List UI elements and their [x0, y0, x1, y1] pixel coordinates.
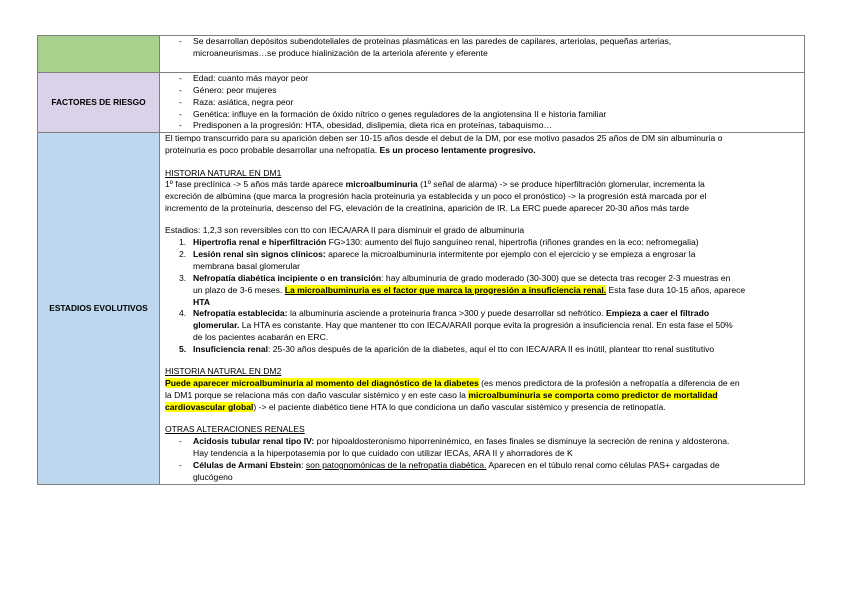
row-label-empty: [38, 36, 160, 73]
stages-list: [165, 237, 798, 356]
stages-intro: Estadios: 1,2,3 son reversibles con tto con IECA/ARA II para disminuir el grado de albuminuria: [165, 225, 525, 236]
stage-item: 4. Nefropatía establecida: la albuminuria asciende a proteinuria franca >300 y puede desarrollar sd nefrótico. Empieza a caer el filtrado glomerular. La HTA es constante. Hay que mantener tto con IECA/ARAII porque evita la progresión a insuficiencia renal. En esta fase el 50% de los pacientes acabarán en ERC.: [179, 308, 733, 343]
list-item: - Acidosis tubular renal tipo IV: por hipoaldosteronismo hiporreninémico, en fases finales se disminuye la secreción de renina y aldosterona. Hay tendencia a la hiperpotasemia por lo que cuidado con utilizar IECAs, ARA II y ahorradores de K: [165, 436, 798, 460]
dm2-paragraph: Puede aparecer microalbuminuria al momento del diagnóstico de la diabetes (es menos predictora de la profesión a nefropatía a diferencia de en la DM1 porque se relaciona más con daño vascular sistémico y en este caso la microalbuminuria se comporta como predictor de mortalidad cardiovascular global) -> el paciente diabético tiene HTA lo que condiciona un daño vascular sistémico y presencia de retinopatía.: [165, 378, 740, 412]
list-item: - Se desarrollan depósitos subendoteliales de proteínas plasmáticas en las paredes de capilares, arteriolas, pequeñas arterias, microaneurismas…se produce hialinización de la arteriola aferente y eferente: [165, 36, 798, 60]
stage-item: 2. Lesión renal sin signos clínicos: aparece la microalbuminuria intermitente por ejemplo con el ejercicio y se empieza a engrosar la membrana basal glomerular: [179, 249, 696, 272]
row-factores: [38, 73, 805, 133]
list-item: - Células de Armani Ebstein: son patognomónicas de la nefropatía diabética. Aparecen en el túbulo renal como células PAS+ cargadas de glucógeno: [165, 460, 798, 484]
row-label-estadios: ESTADIOS EVOLUTIVOS: [38, 133, 160, 484]
row-content-estadios: [160, 133, 805, 484]
row-depositos: [38, 36, 805, 73]
stage-item: 3. Nefropatía diabética incipiente o en transición: hay albuminuria de grado moderado (30-300) que se detecta tras recoger 2-3 muestras en un plazo de 3-6 meses. La microalbuminuria es el factor que marca la progresión a insuficiencia renal. Esta fase dura 10-15 años, aparece HTA: [179, 272, 746, 307]
list-item: - Género: peor mujeres: [165, 85, 798, 97]
otras-list: [165, 436, 798, 483]
row-estadios: [38, 133, 805, 484]
dm2-heading: HISTORIA NATURAL EN DM2: [165, 366, 282, 377]
notes-table: [37, 35, 805, 485]
intro-paragraph: El tiempo transcurrido para su aparición deben ser 10-15 años desde el debut de la DM, por ese motivo pasados 25 años de DM sin albuminuria o proteinuria es poco probable desarrollar una nefropatía. Es un proceso lentamente progresivo.: [165, 133, 723, 156]
row-content-factores: [160, 73, 805, 133]
list-item: - Edad: cuanto más mayor peor: [165, 73, 798, 85]
otras-heading: OTRAS ALTERACIONES RENALES: [165, 424, 305, 435]
stage-item: 1. Hipertrofia renal e hiperfiltración FG>130: aumento del flujo sanguíneo renal, hipertrofia (riñones grandes en la eco: nefromegalia): [179, 237, 699, 248]
row-content-depositos: [160, 36, 805, 73]
row-label-factores: FACTORES DE RIESGO: [38, 73, 160, 133]
stage-item: 5. Insuficiencia renal: 25-30 años después de la aparición de la diabetes, aquí el tto con IECA/ARA II es inútil, plantear tto renal sustitutivo: [179, 344, 715, 355]
list-item: - Raza: asiática, negra peor: [165, 97, 798, 109]
list-item: - Predisponen a la progresión: HTA, obesidad, dislipemia, dieta rica en proteínas, tabaquismo…: [165, 120, 798, 132]
list-item: - Genética: influye en la formación de óxido nítrico o genes reguladores de la angiotensina II e historia familiar: [165, 109, 798, 121]
dm1-heading: HISTORIA NATURAL EN DM1: [165, 167, 282, 178]
dm1-paragraph: 1º fase preclínica -> 5 años más tarde aparece microalbuminuria (1º señal de alarma) -> se produce hiperfiltración glomerular, incrementa la excreción de albúmina (que marca la progresión hacia proteinuria ya establecida y un poco el pronóstico) -> la progresión está marcada por el incremento de la proteinuria, descenso del FG, elevación de la creatinina, aparición de IR. La ERC puede aparecer 20-30 años más tarde: [165, 179, 707, 214]
